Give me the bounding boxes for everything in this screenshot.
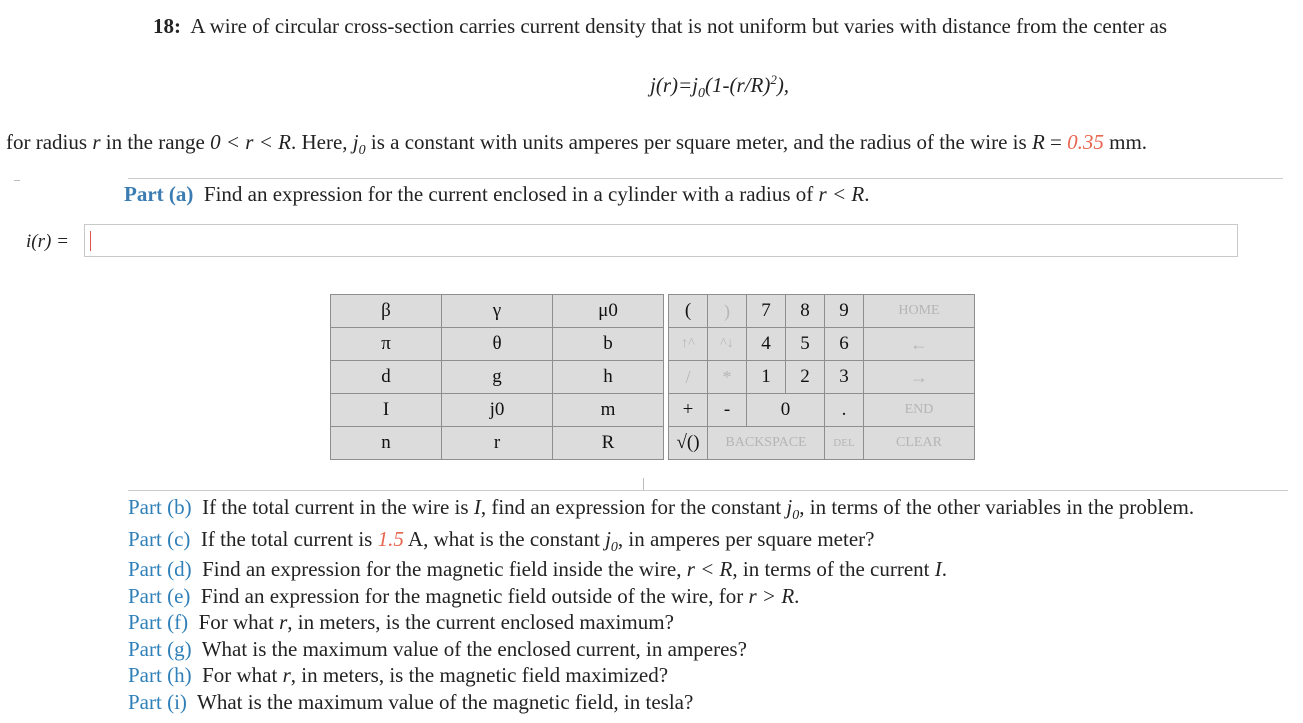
key-pi[interactable]: π bbox=[331, 328, 442, 361]
key-8[interactable]: 8 bbox=[786, 295, 825, 328]
part-c-sub: 0 bbox=[610, 540, 618, 556]
current-density-formula bbox=[650, 72, 789, 102]
part-h-text-1: For what bbox=[202, 663, 283, 687]
key-5[interactable]: 5 bbox=[786, 328, 825, 361]
key-6[interactable]: 6 bbox=[825, 328, 864, 361]
cond-j0-sub: 0 bbox=[358, 143, 366, 159]
key-plus[interactable]: + bbox=[669, 394, 708, 427]
divider bbox=[128, 490, 1288, 491]
part-c-text-2: A, what is the constant bbox=[403, 527, 606, 551]
part-d-text-1: Find an expression for the magnetic field inside the wire, bbox=[202, 557, 687, 581]
key-2[interactable]: 2 bbox=[786, 361, 825, 394]
part-h[interactable] bbox=[128, 663, 668, 688]
key-I[interactable]: I bbox=[331, 394, 442, 427]
key-divide[interactable]: / bbox=[669, 361, 708, 394]
part-d[interactable] bbox=[128, 557, 947, 582]
key-7[interactable]: 7 bbox=[747, 295, 786, 328]
cond-text-1: for radius bbox=[6, 130, 93, 154]
part-g-text-1: What is the maximum value of the enclosed current, in amperes? bbox=[201, 637, 747, 661]
part-f-label[interactable]: Part (f) bbox=[128, 610, 189, 634]
key-1[interactable]: 1 bbox=[747, 361, 786, 394]
part-a bbox=[124, 182, 869, 207]
part-h-text-2: , in meters, is the magnetic field maximized? bbox=[290, 663, 669, 687]
key-mu0[interactable]: μ0 bbox=[553, 295, 664, 328]
key-4[interactable]: 4 bbox=[747, 328, 786, 361]
cond-var-r: r bbox=[92, 130, 101, 154]
part-c-text-3: , in amperes per square meter? bbox=[617, 527, 875, 551]
key-gamma[interactable]: γ bbox=[442, 295, 553, 328]
part-c-j: j bbox=[605, 527, 611, 551]
key-right-arrow[interactable]: → bbox=[864, 361, 975, 394]
part-d-var: I bbox=[934, 557, 942, 581]
formula-lhs: j(r)=j bbox=[650, 73, 698, 97]
radius-value: 0.35 bbox=[1067, 130, 1104, 154]
part-b-text-1: If the total current in the wire is bbox=[202, 495, 474, 519]
part-e[interactable] bbox=[128, 584, 799, 609]
part-b-sub: 0 bbox=[792, 508, 800, 524]
key-close-paren[interactable]: ) bbox=[708, 295, 747, 328]
key-m[interactable]: m bbox=[553, 394, 664, 427]
divider-mark bbox=[14, 180, 20, 181]
part-b-j: j bbox=[786, 495, 793, 519]
key-theta[interactable]: θ bbox=[442, 328, 553, 361]
part-h-label[interactable]: Part (h) bbox=[128, 663, 192, 687]
part-e-label[interactable]: Part (e) bbox=[128, 584, 191, 608]
part-b-label[interactable]: Part (b) bbox=[128, 495, 192, 519]
key-R[interactable]: R bbox=[553, 427, 664, 460]
key-open-paren[interactable]: ( bbox=[669, 295, 708, 328]
part-b[interactable] bbox=[128, 495, 1194, 524]
text-caret bbox=[90, 231, 91, 251]
key-beta[interactable]: β bbox=[331, 295, 442, 328]
answer-input[interactable] bbox=[84, 224, 1238, 257]
cond-text-4: is a constant with units amperes per square meter, and the radius of the wire is bbox=[365, 130, 1032, 154]
key-home[interactable]: HOME bbox=[864, 295, 975, 328]
part-b-text-2: , find an expression for the constant bbox=[480, 495, 787, 519]
part-c-label[interactable]: Part (c) bbox=[128, 527, 191, 551]
key-n[interactable]: n bbox=[331, 427, 442, 460]
part-i-label[interactable]: Part (i) bbox=[128, 690, 187, 714]
formula-end: ), bbox=[776, 73, 790, 97]
part-f-text-2: , in meters, is the current enclosed maximum? bbox=[287, 610, 674, 634]
part-e-cond: r > R bbox=[748, 584, 795, 608]
resize-marker bbox=[643, 478, 644, 490]
question-statement bbox=[153, 14, 1167, 39]
part-a-end: . bbox=[864, 182, 870, 206]
problem-conditions bbox=[6, 130, 1147, 159]
key-h[interactable]: h bbox=[553, 361, 664, 394]
radius-unit: mm. bbox=[1103, 130, 1148, 154]
key-0[interactable]: 0 bbox=[747, 394, 825, 427]
formula-sub: 0 bbox=[698, 86, 705, 102]
cond-range: 0 < r < R bbox=[210, 130, 291, 154]
cond-j0: j bbox=[352, 130, 359, 154]
part-d-text-2: , in terms of the current bbox=[732, 557, 935, 581]
key-end[interactable]: END bbox=[864, 394, 975, 427]
part-c[interactable] bbox=[128, 527, 874, 556]
key-sqrt[interactable]: √() bbox=[669, 427, 708, 460]
part-i-text-1: What is the maximum value of the magnetic field, in tesla? bbox=[197, 690, 694, 714]
cond-text-3: . Here, bbox=[290, 130, 353, 154]
key-d[interactable]: d bbox=[331, 361, 442, 394]
part-f-var: r bbox=[279, 610, 288, 634]
part-d-label[interactable]: Part (d) bbox=[128, 557, 192, 581]
answer-label: i(r) = bbox=[26, 231, 69, 252]
key-3[interactable]: 3 bbox=[825, 361, 864, 394]
part-a-text: Find an expression for the current enclosed in a cylinder with a radius of bbox=[203, 182, 819, 206]
key-r[interactable]: r bbox=[442, 427, 553, 460]
part-g-label[interactable]: Part (g) bbox=[128, 637, 192, 661]
key-del[interactable]: DEL bbox=[825, 427, 864, 460]
key-superscript-up[interactable]: ↑^ bbox=[669, 328, 708, 361]
key-clear[interactable]: CLEAR bbox=[864, 427, 975, 460]
question-text: A wire of circular cross-section carries current density that is not uniform but varies with distance from the center as bbox=[190, 14, 1168, 38]
equation-keypad bbox=[330, 294, 975, 460]
total-current-value: 1.5 bbox=[377, 527, 404, 551]
divider bbox=[128, 178, 1283, 179]
key-decimal[interactable]: . bbox=[825, 394, 864, 427]
part-e-text-1: Find an expression for the magnetic field outside of the wire, for bbox=[200, 584, 749, 608]
cond-R: R bbox=[1031, 130, 1045, 154]
key-superscript-down[interactable]: ^↓ bbox=[708, 328, 747, 361]
key-minus[interactable]: - bbox=[708, 394, 747, 427]
key-multiply[interactable]: * bbox=[708, 361, 747, 394]
key-left-arrow[interactable]: ← bbox=[864, 328, 975, 361]
part-g[interactable] bbox=[128, 637, 747, 662]
formula-sup: 2 bbox=[770, 72, 777, 87]
part-b-var: I bbox=[473, 495, 481, 519]
part-h-var: r bbox=[282, 663, 291, 687]
key-backspace[interactable]: BACKSPACE bbox=[708, 427, 825, 460]
part-b-text-3: , in terms of the other variables in the problem. bbox=[799, 495, 1195, 519]
part-f[interactable] bbox=[128, 610, 674, 635]
part-a-label: Part (a) bbox=[124, 182, 194, 206]
cond-eq: = bbox=[1044, 130, 1068, 154]
question-number: 18: bbox=[153, 14, 181, 38]
cond-text-2: in the range bbox=[100, 130, 211, 154]
key-b[interactable]: b bbox=[553, 328, 664, 361]
part-i[interactable] bbox=[128, 690, 693, 715]
part-a-cond: r < R bbox=[818, 182, 865, 206]
key-j0[interactable]: j0 bbox=[442, 394, 553, 427]
formula-mid: (1-(r/R) bbox=[705, 73, 771, 97]
key-9[interactable]: 9 bbox=[825, 295, 864, 328]
part-d-text-3: . bbox=[941, 557, 947, 581]
key-g[interactable]: g bbox=[442, 361, 553, 394]
part-c-text-1: If the total current is bbox=[200, 527, 378, 551]
part-e-text-2: . bbox=[794, 584, 800, 608]
part-f-text-1: For what bbox=[198, 610, 280, 634]
part-d-cond: r < R bbox=[686, 557, 733, 581]
